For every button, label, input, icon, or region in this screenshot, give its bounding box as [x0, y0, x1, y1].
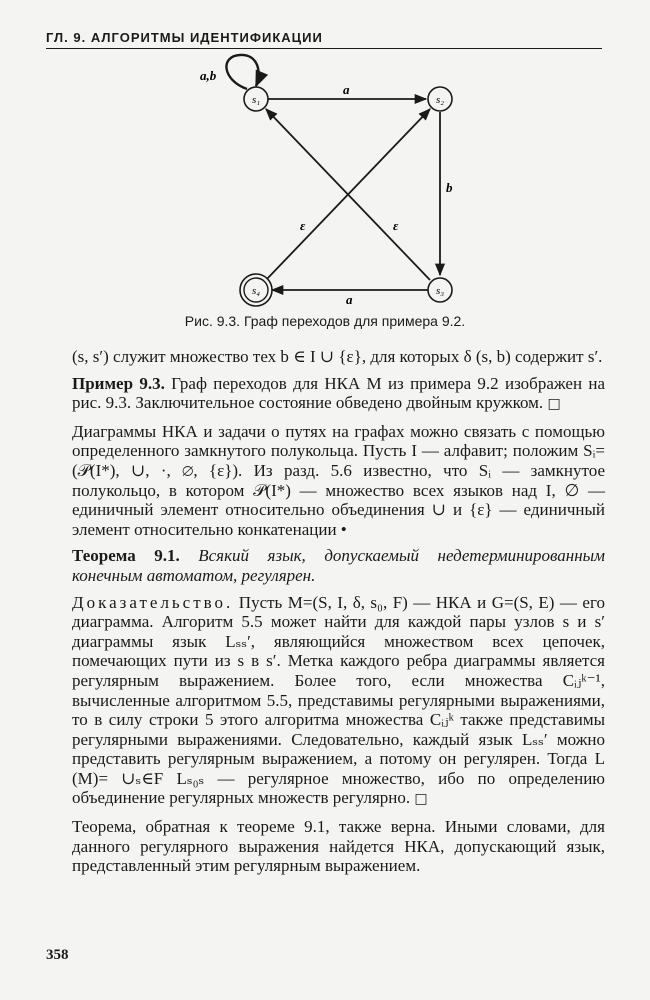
node-s2-label: s₂ — [435, 94, 445, 106]
label-loop: a,b — [200, 68, 217, 83]
node-s4-label: s₄ — [251, 285, 261, 297]
node-s1 — [244, 87, 268, 111]
body-text — [72, 347, 605, 883]
qed-symbol: □ — [547, 396, 561, 413]
label-s3-s4: a — [346, 292, 353, 307]
semiring-paragraph: Диаграммы НКА и задачи о путях на графах можно связать с помощью определенного замкнутого полукольца. Пусть I — алфавит; положим Sᵢ=(𝒫(I*), ∪, ·, ∅, {ε}). Из разд. 5.6 известно, что Sᵢ — замкнутое полукольцо, в котором 𝒫(I*) — множество всех языков над I, ∅ — единичный элемент относительно объединения ∪ и {ε} — единичный элемент относительно конкатенации • — [72, 421, 605, 539]
proof-text: Пусть M=(S, I, δ, s₀, F) — НКА и G=(S, E) — его диаграмма. Алгоритм 5.5 может найти для каждой пары узлов s и s′ диаграммы язык Lₛₛ′, являющийся множеством всех цепочек, помечающих пути из s в s′. Метка каждого ребра диаграммы является регулярным выражением. Более того, если множества Cᵢⱼᵏ⁻¹, вычисленные алгоритмом 5.5, представимы регулярными выражениями, то в силу строки 5 этого алгоритма множества Cᵢⱼᵏ также представимы регулярными выражениями. Следовательно, каждый язык Lₛₛ′ можно представить регулярным выражением, а потому он регулярен. Тогда L (M)= ∪ₛ∈F Lₛ₀ₛ — регулярное множество, ибо по определению объединение регулярных множеств регулярно. — [72, 592, 605, 808]
node-s4-final — [240, 274, 272, 306]
example-title: Пример 9.3. — [72, 373, 165, 393]
node-s3 — [428, 278, 452, 302]
transition-graph — [0, 50, 650, 310]
figure-caption: Рис. 9.3. Граф переходов для примера 9.2. — [184, 313, 466, 329]
node-s2 — [428, 87, 452, 111]
edge-loop-s1 — [226, 55, 258, 89]
node-s3-label: s₃ — [435, 285, 445, 297]
label-s1-s2: a — [343, 82, 350, 97]
closing-paragraph: Теорема, обратная к теореме 9.1, также верна. Иными словами, для данного регулярного выражения найдется НКА, допускающий язык, представленный этим регулярным выражением. — [72, 817, 605, 876]
theorem-title: Теорема 9.1. — [72, 546, 180, 566]
page-number: 358 — [46, 947, 69, 963]
running-header: ГЛ. 9. АЛГОРИТМЫ ИДЕНТИФИКАЦИИ — [46, 30, 602, 49]
label-s3-s1: ε — [393, 218, 399, 233]
example-paragraph — [72, 374, 605, 415]
proof-word: Доказательство. — [72, 592, 234, 612]
proof-qed-symbol: □ — [414, 791, 428, 808]
label-s4-s2: ε — [300, 218, 306, 233]
example-text: Граф переходов для НКА M из примера 9.2 изображен на рис. 9.3. Заключительное состояние обведено двойным кружком. — [72, 373, 605, 413]
proof-paragraph — [72, 593, 605, 811]
node-s1-label: s₁ — [251, 94, 261, 106]
paragraph-continuation: (s, s′) служит множество тех b ∈ I ∪ {ε}, для которых δ (s, b) содержит s′. — [72, 347, 603, 366]
label-s2-s3: b — [446, 180, 453, 195]
theorem-statement: Всякий язык, допускаемый недетерминированным конечным автоматом, регулярен. — [72, 546, 605, 585]
theorem-paragraph — [72, 546, 605, 585]
